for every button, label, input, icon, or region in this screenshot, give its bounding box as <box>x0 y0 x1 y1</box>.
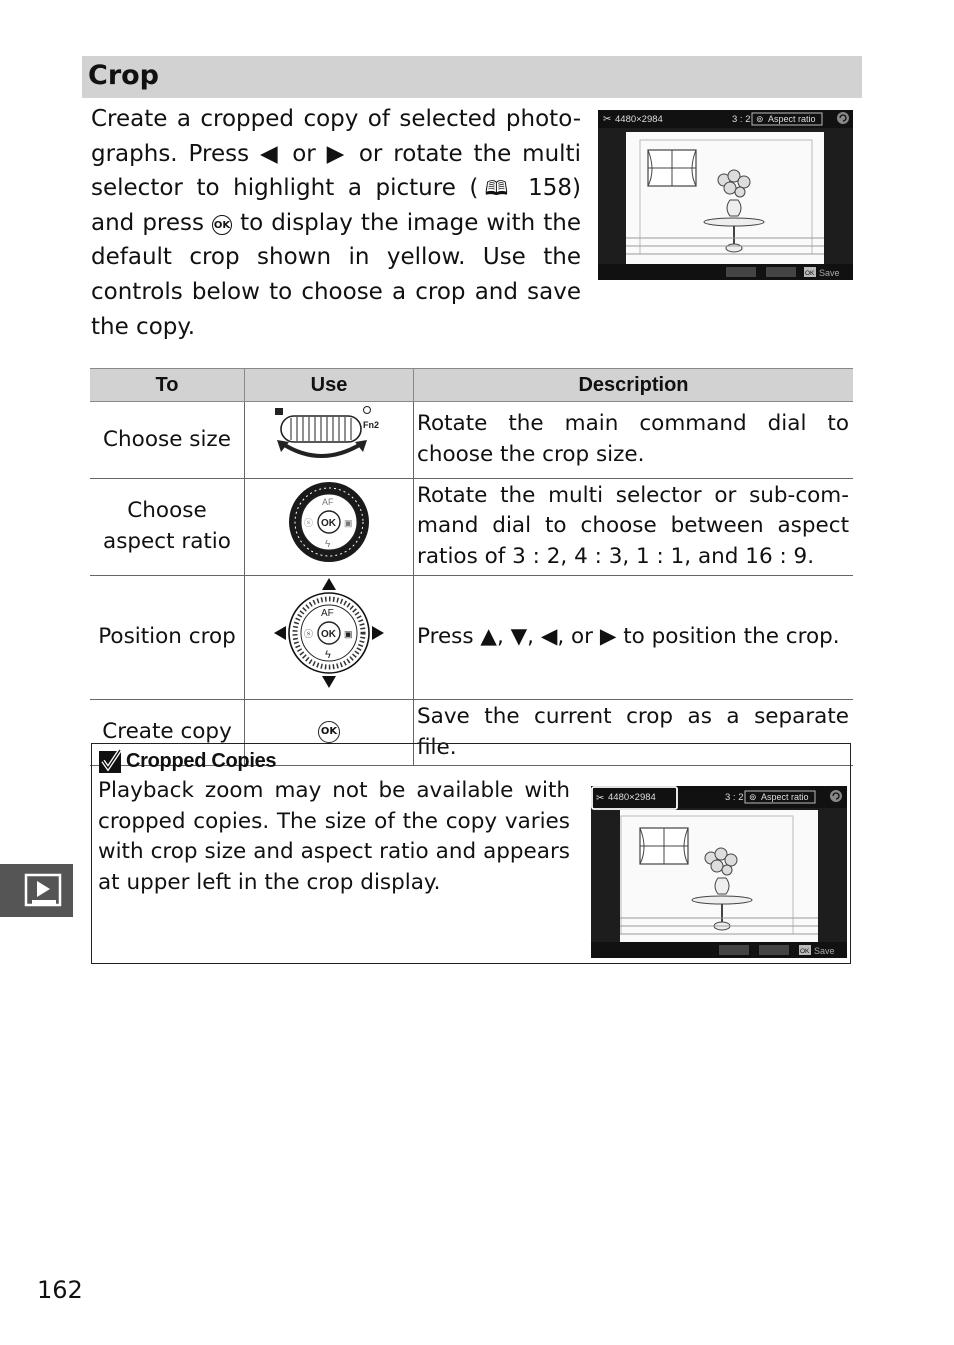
left-arrow-icon: ◀ <box>259 140 282 167</box>
table-header: Use <box>245 369 414 402</box>
book-reference-icon: 🕮 <box>478 176 515 201</box>
checkmark-icon <box>98 748 124 774</box>
svg-text:ⓢ: ⓢ <box>304 517 314 528</box>
playback-menu-tab <box>0 864 73 917</box>
save-label: Save <box>819 268 840 278</box>
table-row <box>90 575 853 700</box>
playback-icon <box>0 864 73 917</box>
aspect-ratio-label: Aspect ratio <box>761 792 809 802</box>
crop-size-label: 4480×2984 <box>608 792 656 803</box>
svg-text:AF: AF <box>321 607 334 619</box>
svg-text:▣: ▣ <box>344 628 353 639</box>
main-command-dial-icon <box>245 402 414 479</box>
section-title: Crop <box>88 60 160 91</box>
intro-text: Create a cropped copy of selected photo-graphs. Press <box>91 106 581 167</box>
note-title: Cropped Copies <box>126 749 277 772</box>
ok-button-icon: OK <box>212 215 232 235</box>
svg-text:▣: ▣ <box>344 517 353 528</box>
row-action: Choose size <box>90 402 245 479</box>
row-action: Position crop <box>90 575 245 700</box>
scissors-icon: ✂ <box>596 793 605 804</box>
row-description: Press ▲, ▼, ◀, or ▶ to position the crop. <box>414 575 854 700</box>
note-body: Playback zoom may not be available with cropped copies. The size of the copy varies with crop size and aspect ratio and appears at upper left in the crop display. <box>98 778 570 896</box>
row-description: Save the current crop as a separate file. <box>414 700 854 766</box>
ratio-label: 3 : 2 <box>725 792 744 803</box>
table-row <box>90 402 853 479</box>
crop-display-screenshot <box>591 786 847 958</box>
ok-label: OK <box>805 270 815 277</box>
svg-text:AF: AF <box>322 496 334 507</box>
ok-label: OK <box>800 948 810 955</box>
save-label: Save <box>814 946 835 956</box>
intro-text: to display the image with the default crop shown in yellow. Use the controls below to choose a crop and save the copy. <box>91 209 581 340</box>
row-action: Create copy <box>90 700 245 766</box>
svg-text:ϟ: ϟ <box>325 538 331 550</box>
row-description: Rotate the multi selector or sub-com-mand dial to choose between aspect ratios of 3 : 2, 4 : 3, 1 : 1, and 16 : 9. <box>414 478 854 575</box>
crop-size-label: 4480×2984 <box>615 114 663 125</box>
row-action: Choose aspect ratio <box>90 478 245 575</box>
section-header-bar <box>82 56 862 98</box>
table-header: Description <box>414 369 854 402</box>
svg-text:OK: OK <box>321 517 336 529</box>
intro-text: or rotate the multi selector to highlight a picture ( <box>91 140 581 202</box>
note-header <box>98 748 276 774</box>
intro-text: and press <box>91 209 213 236</box>
controls-table <box>90 368 853 766</box>
dial-icon: ⊚ <box>749 792 757 802</box>
multi-selector-rotate-icon <box>245 478 414 575</box>
scissors-icon: ✂ <box>603 114 612 125</box>
right-arrow-icon: ▶ <box>326 140 348 167</box>
svg-text:OK: OK <box>321 628 336 640</box>
svg-text:Fn2: Fn2 <box>363 420 380 430</box>
row-description: Rotate the main command dial to choose the crop size. <box>414 402 854 479</box>
svg-text:ϟ: ϟ <box>325 648 331 661</box>
intro-paragraph <box>91 102 581 344</box>
table-row <box>90 478 853 575</box>
page-number: 162 <box>37 1276 83 1304</box>
multi-selector-press-icon <box>245 575 414 700</box>
ratio-label: 3 : 2 <box>732 114 751 125</box>
crop-display-screenshot <box>598 110 853 280</box>
page-reference: 158) <box>514 175 582 202</box>
table-header: To <box>90 369 245 402</box>
aspect-ratio-label: Aspect ratio <box>768 114 816 124</box>
ok-button-icon: OK <box>318 721 340 743</box>
intro-text: or <box>281 140 327 167</box>
dial-icon: ⊚ <box>756 114 764 124</box>
svg-text:ⓢ: ⓢ <box>304 628 314 639</box>
